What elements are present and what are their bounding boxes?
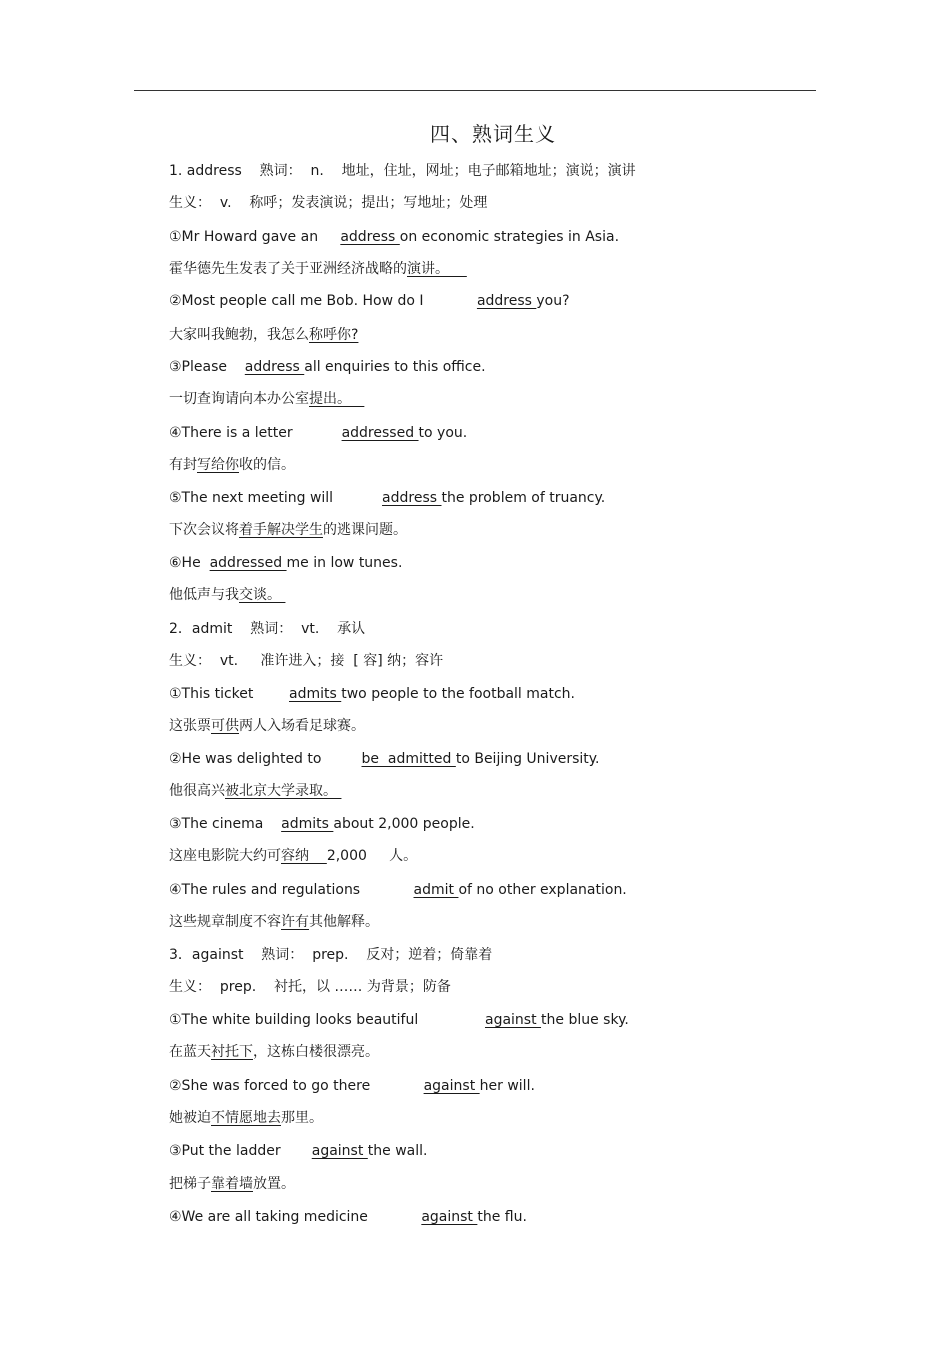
text-line: [169, 946, 492, 964]
text-segment: ①The white building looks beautiful: [169, 1012, 485, 1028]
text-segment: 她被迫: [169, 1110, 211, 1126]
answer-blank: admits: [281, 816, 334, 832]
text-line: [169, 586, 285, 604]
text-segment: ⑤The next meeting will: [169, 490, 383, 506]
text-segment: her will.: [479, 1078, 535, 1094]
text-line: [169, 554, 402, 572]
text-segment: all enquiries to this office.: [304, 359, 486, 375]
text-segment: 霍华德先生发表了关于亚洲经济战略的: [169, 261, 407, 277]
text-segment: ②Most people call me Bob. How do I: [169, 293, 477, 309]
text-segment: 大家叫我鲍勃，我怎么: [169, 327, 309, 343]
answer-blank: 可供: [211, 718, 239, 734]
text-line: [169, 1142, 427, 1160]
text-line: [169, 456, 295, 474]
text-segment: ①This ticket: [169, 686, 289, 702]
answer-blank: 不情愿地去: [211, 1110, 281, 1126]
text-segment: 3．against 熟词： prep. 反对；逆着；倚靠着: [169, 947, 493, 963]
text-segment: you?: [536, 293, 570, 309]
text-segment: ④The rules and regulations: [169, 882, 414, 898]
text-segment: 的逃课问题。: [323, 522, 407, 538]
answer-blank: 着手解决学生: [239, 522, 323, 538]
text-segment: ②He was delighted to: [169, 751, 362, 767]
answer-blank: 交谈。: [239, 587, 286, 603]
text-segment: 这些规章制度不容: [169, 914, 281, 930]
text-line: [169, 881, 627, 899]
text-segment: 这张票: [169, 718, 211, 734]
text-line: [169, 652, 443, 670]
text-segment: ，这栋白楼很漂亮。: [253, 1044, 379, 1060]
text-segment: 生义： prep. 衬托，以 …… 为背景；防备: [169, 979, 451, 995]
text-segment: the flu.: [477, 1209, 527, 1225]
text-segment: 生义： vt. 准许进入；接 [ 容] 纳；容许: [169, 653, 444, 669]
text-segment: 其他解释。: [309, 914, 379, 930]
text-segment: the blue sky.: [541, 1012, 629, 1028]
page-title: 四、熟词生义: [430, 122, 556, 146]
text-line: [169, 1077, 535, 1095]
text-segment: of no other explanation.: [458, 882, 627, 898]
text-segment: ②She was forced to go there: [169, 1078, 424, 1094]
text-line: [169, 521, 407, 539]
text-segment: 这座电影院大约可: [169, 848, 281, 864]
text-line: [169, 913, 379, 931]
answer-blank: 写给你: [197, 457, 239, 473]
answer-blank: be admitted: [361, 751, 456, 767]
answer-blank: against: [311, 1143, 368, 1159]
text-segment: 收的信。: [239, 457, 295, 473]
answer-blank: 被北京大学录取。: [225, 783, 342, 799]
text-segment: two people to the football match.: [341, 686, 575, 702]
answer-blank: against: [421, 1209, 478, 1225]
text-segment: 1. address 熟词： n. 地址，住址，网址；电子邮箱地址；演说；演讲: [169, 163, 636, 179]
answer-blank: 衬托下: [211, 1044, 253, 1060]
text-line: [169, 228, 619, 246]
text-line: [169, 390, 364, 408]
text-segment: to Beijing University.: [455, 751, 600, 767]
header-rule: [134, 90, 816, 91]
text-segment: 2,000 人。: [326, 848, 418, 864]
text-segment: ①Mr Howard gave an: [169, 229, 341, 245]
text-line: [169, 750, 600, 768]
text-line: [169, 1011, 629, 1029]
text-segment: ③Put the ladder: [169, 1143, 312, 1159]
answer-blank: admits: [289, 686, 342, 702]
text-line: [169, 1043, 379, 1061]
text-segment: ④There is a letter: [169, 425, 342, 441]
text-segment: ⑥He: [169, 555, 210, 571]
text-line: [169, 815, 475, 833]
text-segment: 两人入场看足球赛。: [239, 718, 365, 734]
text-segment: 2．admit 熟词： vt. 承认: [169, 621, 366, 637]
text-segment: 他很高兴: [169, 783, 225, 799]
text-segment: 那里。: [281, 1110, 323, 1126]
text-line: [169, 358, 486, 376]
text-segment: to you.: [418, 425, 468, 441]
answer-blank: admit: [413, 882, 459, 898]
text-line: [169, 1109, 323, 1127]
text-segment: 有封: [169, 457, 197, 473]
text-segment: me in low tunes.: [286, 555, 403, 571]
text-segment: 下次会议将: [169, 522, 239, 538]
answer-blank: against: [484, 1012, 542, 1028]
text-line: [169, 685, 575, 703]
text-segment: 把梯子: [169, 1176, 211, 1192]
text-line: [169, 978, 451, 996]
text-segment: 放置。: [253, 1176, 295, 1192]
text-line: [169, 717, 365, 735]
text-line: [169, 194, 487, 212]
text-line: [169, 782, 341, 800]
answer-blank: 容纳: [281, 848, 327, 864]
text-segment: ④We are all taking medicine: [169, 1209, 422, 1225]
answer-blank: address: [244, 359, 305, 375]
answer-blank: 提出。: [309, 391, 365, 407]
text-segment: the wall.: [367, 1143, 428, 1159]
text-segment: 生义： v. 称呼；发表演说；提出；写地址；处理: [169, 195, 488, 211]
answer-blank: addressed: [209, 555, 287, 571]
text-line: [169, 292, 570, 310]
text-segment: 他低声与我: [169, 587, 239, 603]
answer-blank: address: [382, 490, 442, 506]
text-line: [169, 1208, 527, 1226]
text-segment: ③Please: [169, 359, 245, 375]
answer-blank: 演讲。: [407, 261, 467, 277]
text-segment: 一切查询请向本办公室: [169, 391, 309, 407]
answer-blank: against: [423, 1078, 480, 1094]
answer-blank: addressed: [341, 425, 419, 441]
text-line: [169, 424, 467, 442]
answer-blank: 许有: [281, 914, 309, 930]
answer-blank: address: [476, 293, 537, 309]
text-segment: about 2,000 people.: [333, 816, 475, 832]
text-line: [169, 620, 365, 638]
text-line: [169, 1175, 295, 1193]
answer-blank: address: [340, 229, 400, 245]
text-line: [169, 847, 417, 865]
text-segment: the problem of truancy.: [441, 490, 606, 506]
text-segment: on economic strategies in Asia.: [399, 229, 620, 245]
text-line: [169, 260, 467, 278]
text-segment: ③The cinema: [169, 816, 282, 832]
text-line: [169, 326, 358, 344]
text-segment: 在蓝天: [169, 1044, 211, 1060]
answer-blank: 靠着墙: [211, 1176, 253, 1192]
answer-blank: 称呼你?: [309, 327, 359, 343]
text-line: [169, 162, 636, 180]
text-line: [169, 489, 605, 507]
